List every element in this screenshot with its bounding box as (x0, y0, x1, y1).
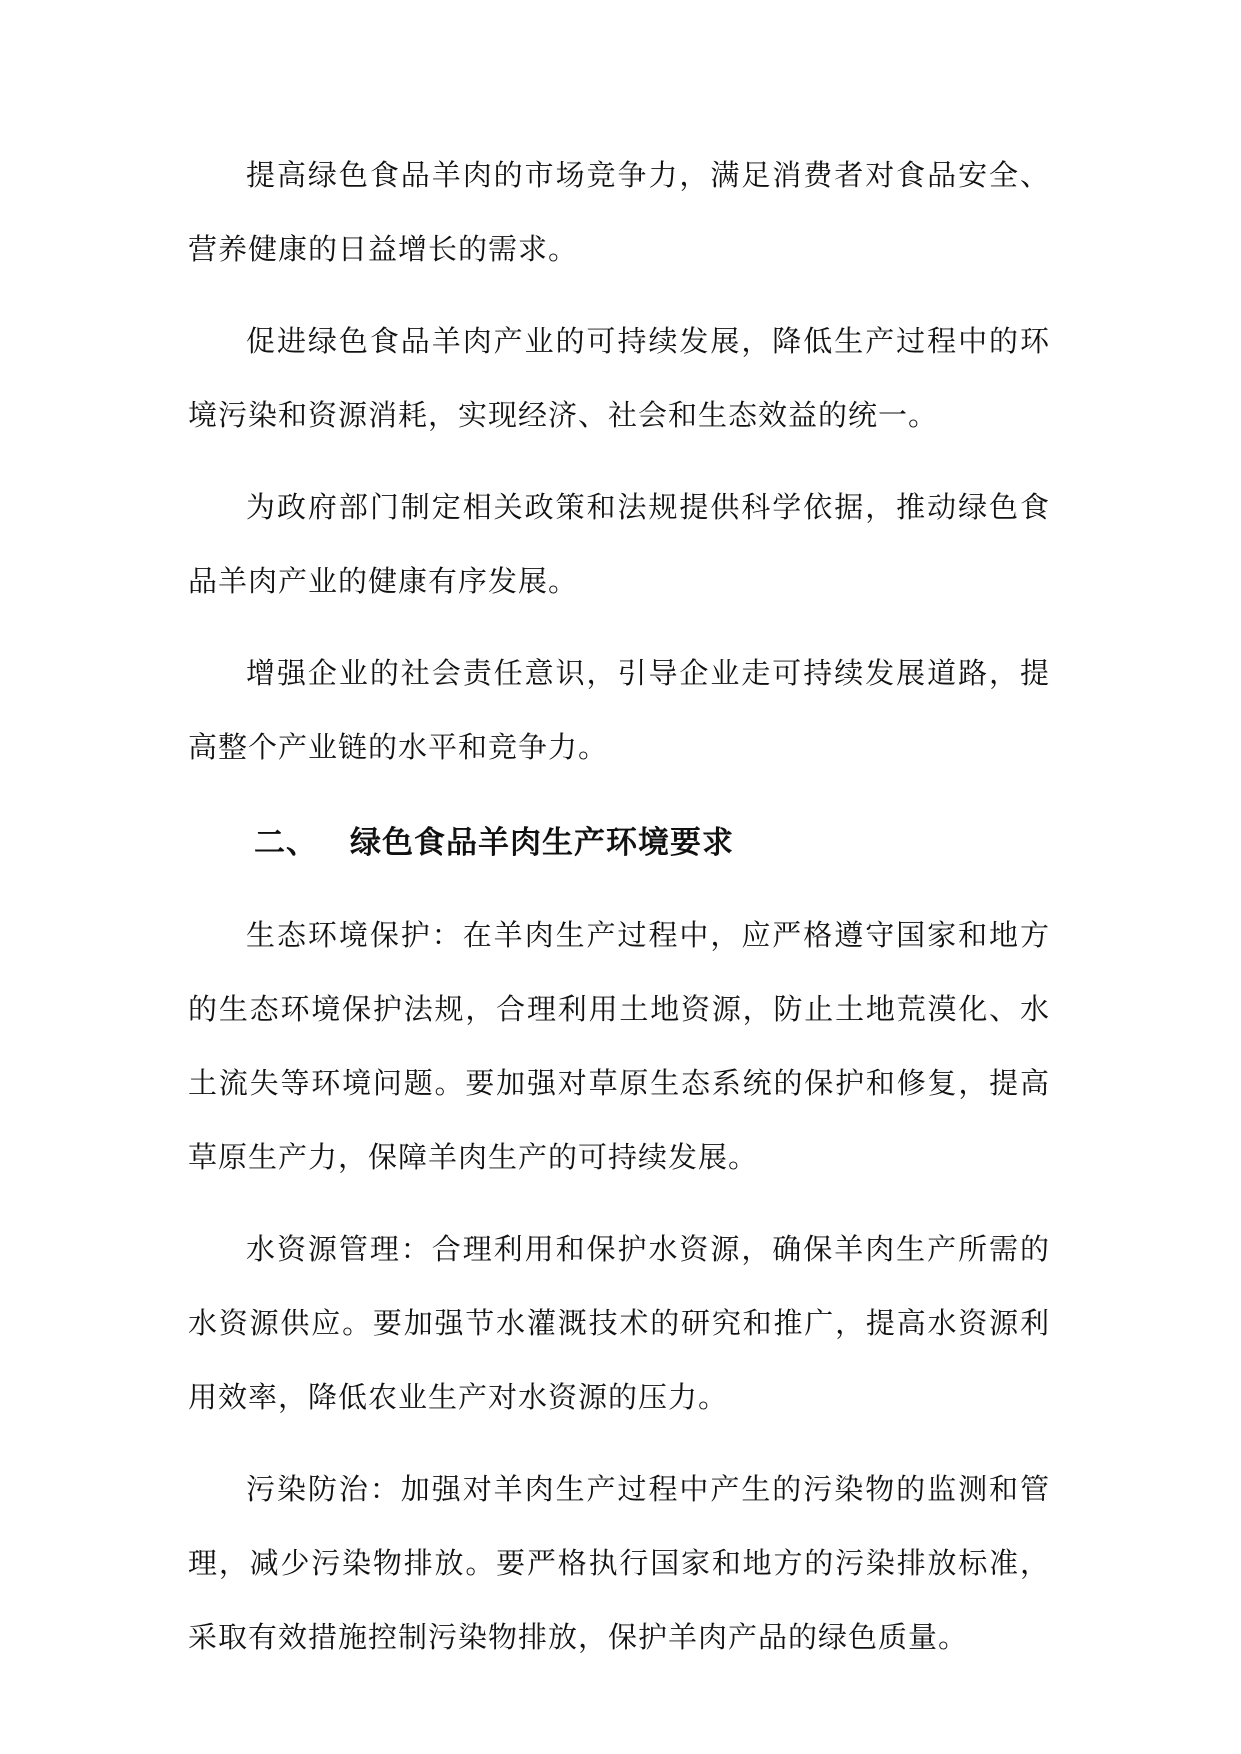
section-title: 绿色食品羊肉生产环境要求 (350, 825, 734, 861)
document-body (188, 138, 1050, 1692)
body-paragraph: 生态环境保护：在羊肉生产过程中，应严格遵守国家和地方的生态环境保护法规，合理利用土地资源，防止土地荒漠化、水土流失等环境问题。要加强对草原生态系统的保护和修复，提高草原生产力，保障羊肉生产的可持续发展。 (188, 918, 1050, 1174)
section-heading (188, 806, 1050, 880)
body-paragraph: 提高绿色食品羊肉的市场竞争力，满足消费者对食品安全、营养健康的日益增长的需求。 (188, 158, 1050, 266)
section-number: 二、 (254, 825, 318, 861)
body-paragraph: 增强企业的社会责任意识，引导企业走可持续发展道路，提高整个产业链的水平和竞争力。 (188, 656, 1050, 764)
body-paragraph: 促进绿色食品羊肉产业的可持续发展，降低生产过程中的环境污染和资源消耗，实现经济、社会和生态效益的统一。 (188, 324, 1050, 432)
body-paragraph: 水资源管理：合理利用和保护水资源，确保羊肉生产所需的水资源供应。要加强节水灌溉技术的研究和推广，提高水资源利用效率，降低农业生产对水资源的压力。 (188, 1232, 1050, 1414)
body-paragraph: 污染防治：加强对羊肉生产过程中产生的污染物的监测和管理，减少污染物排放。要严格执行国家和地方的污染排放标准，采取有效措施控制污染物排放，保护羊肉产品的绿色质量。 (188, 1472, 1050, 1654)
body-paragraph: 为政府部门制定相关政策和法规提供科学依据，推动绿色食品羊肉产业的健康有序发展。 (188, 490, 1050, 598)
